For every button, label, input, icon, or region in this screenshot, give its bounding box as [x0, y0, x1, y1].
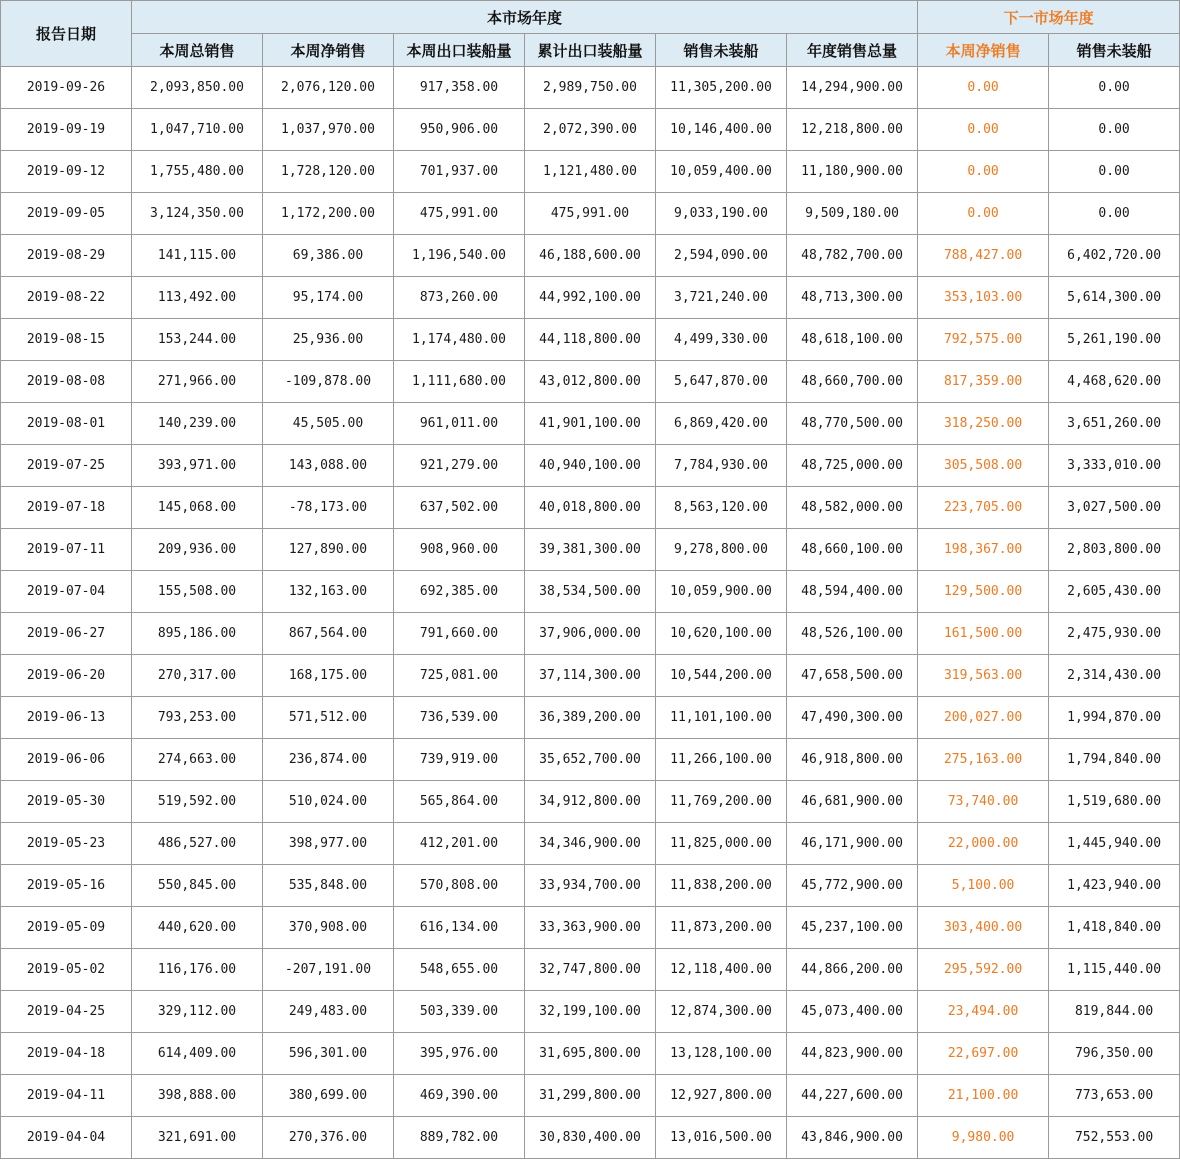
col-header-weekly-gross-sales: 本周总销售 [132, 34, 263, 67]
col-header-next-weekly-net-sales: 本周净销售 [918, 34, 1049, 67]
report-date-cell: 2019-07-04 [1, 571, 132, 613]
report-date-cell: 2019-09-26 [1, 67, 132, 109]
value-cell: 39,381,300.00 [525, 529, 656, 571]
value-cell: 398,888.00 [132, 1075, 263, 1117]
value-cell: 5,647,870.00 [656, 361, 787, 403]
current-year-group-header: 本市场年度 [132, 1, 918, 34]
report-date-cell: 2019-05-23 [1, 823, 132, 865]
value-cell: 145,068.00 [132, 487, 263, 529]
value-cell: 1,174,480.00 [394, 319, 525, 361]
value-cell: 773,653.00 [1049, 1075, 1180, 1117]
report-date-cell: 2019-08-08 [1, 361, 132, 403]
value-cell: 1,423,940.00 [1049, 865, 1180, 907]
value-cell: 736,539.00 [394, 697, 525, 739]
value-cell: 116,176.00 [132, 949, 263, 991]
value-cell: 69,386.00 [263, 235, 394, 277]
value-cell: 1,445,940.00 [1049, 823, 1180, 865]
value-cell: 11,305,200.00 [656, 67, 787, 109]
value-cell: 2,093,850.00 [132, 67, 263, 109]
value-cell: 321,691.00 [132, 1117, 263, 1159]
value-cell: 817,359.00 [918, 361, 1049, 403]
value-cell: 22,697.00 [918, 1033, 1049, 1075]
value-cell: 275,163.00 [918, 739, 1049, 781]
value-cell: 908,960.00 [394, 529, 525, 571]
value-cell: 550,845.00 [132, 865, 263, 907]
table-row [1, 487, 1180, 529]
table-row [1, 193, 1180, 235]
value-cell: 510,024.00 [263, 781, 394, 823]
value-cell: 2,803,800.00 [1049, 529, 1180, 571]
value-cell: 48,725,000.00 [787, 445, 918, 487]
report-date-cell: 2019-05-02 [1, 949, 132, 991]
col-header-outstanding-sales: 销售未装船 [656, 34, 787, 67]
value-cell: 398,977.00 [263, 823, 394, 865]
value-cell: 950,906.00 [394, 109, 525, 151]
value-cell: 153,244.00 [132, 319, 263, 361]
value-cell: 48,582,000.00 [787, 487, 918, 529]
value-cell: 9,980.00 [918, 1117, 1049, 1159]
value-cell: 12,118,400.00 [656, 949, 787, 991]
value-cell: 155,508.00 [132, 571, 263, 613]
value-cell: 11,101,100.00 [656, 697, 787, 739]
value-cell: 129,500.00 [918, 571, 1049, 613]
value-cell: 11,873,200.00 [656, 907, 787, 949]
value-cell: 200,027.00 [918, 697, 1049, 739]
value-cell: 46,918,800.00 [787, 739, 918, 781]
value-cell: 31,695,800.00 [525, 1033, 656, 1075]
value-cell: 1,111,680.00 [394, 361, 525, 403]
value-cell: 270,376.00 [263, 1117, 394, 1159]
value-cell: 305,508.00 [918, 445, 1049, 487]
value-cell: 73,740.00 [918, 781, 1049, 823]
table-row [1, 319, 1180, 361]
value-cell: 23,494.00 [918, 991, 1049, 1033]
col-header-cumulative-exports: 累计出口装船量 [525, 34, 656, 67]
table-header [1, 1, 1180, 67]
value-cell: 22,000.00 [918, 823, 1049, 865]
value-cell: 10,059,400.00 [656, 151, 787, 193]
value-cell: 792,575.00 [918, 319, 1049, 361]
value-cell: 32,199,100.00 [525, 991, 656, 1033]
value-cell: 41,901,100.00 [525, 403, 656, 445]
value-cell: 2,475,930.00 [1049, 613, 1180, 655]
value-cell: 535,848.00 [263, 865, 394, 907]
value-cell: 353,103.00 [918, 277, 1049, 319]
value-cell: 469,390.00 [394, 1075, 525, 1117]
value-cell: 0.00 [1049, 67, 1180, 109]
value-cell: 571,512.00 [263, 697, 394, 739]
value-cell: 503,339.00 [394, 991, 525, 1033]
value-cell: 5,261,190.00 [1049, 319, 1180, 361]
value-cell: 21,100.00 [918, 1075, 1049, 1117]
value-cell: 1,519,680.00 [1049, 781, 1180, 823]
value-cell: 10,146,400.00 [656, 109, 787, 151]
value-cell: 303,400.00 [918, 907, 1049, 949]
value-cell: 45,073,400.00 [787, 991, 918, 1033]
value-cell: 34,912,800.00 [525, 781, 656, 823]
value-cell: 198,367.00 [918, 529, 1049, 571]
value-cell: 168,175.00 [263, 655, 394, 697]
value-cell: 0.00 [918, 151, 1049, 193]
value-cell: 961,011.00 [394, 403, 525, 445]
table-row [1, 697, 1180, 739]
report-date-cell: 2019-05-09 [1, 907, 132, 949]
value-cell: 475,991.00 [394, 193, 525, 235]
value-cell: 0.00 [918, 193, 1049, 235]
value-cell: 48,782,700.00 [787, 235, 918, 277]
report-date-cell: 2019-07-25 [1, 445, 132, 487]
value-cell: 319,563.00 [918, 655, 1049, 697]
table-row [1, 949, 1180, 991]
value-cell: 3,651,260.00 [1049, 403, 1180, 445]
value-cell: 0.00 [1049, 151, 1180, 193]
value-cell: 318,250.00 [918, 403, 1049, 445]
value-cell: 143,088.00 [263, 445, 394, 487]
value-cell: 889,782.00 [394, 1117, 525, 1159]
value-cell: 565,864.00 [394, 781, 525, 823]
table-row [1, 907, 1180, 949]
value-cell: 33,363,900.00 [525, 907, 656, 949]
value-cell: 1,037,970.00 [263, 109, 394, 151]
report-date-cell: 2019-04-25 [1, 991, 132, 1033]
value-cell: 11,266,100.00 [656, 739, 787, 781]
report-date-cell: 2019-06-20 [1, 655, 132, 697]
value-cell: 33,934,700.00 [525, 865, 656, 907]
report-date-cell: 2019-09-19 [1, 109, 132, 151]
value-cell: 7,784,930.00 [656, 445, 787, 487]
value-cell: 2,072,390.00 [525, 109, 656, 151]
value-cell: 725,081.00 [394, 655, 525, 697]
value-cell: 141,115.00 [132, 235, 263, 277]
value-cell: 9,033,190.00 [656, 193, 787, 235]
value-cell: 236,874.00 [263, 739, 394, 781]
value-cell: 2,594,090.00 [656, 235, 787, 277]
value-cell: 4,499,330.00 [656, 319, 787, 361]
value-cell: 48,526,100.00 [787, 613, 918, 655]
value-cell: 31,299,800.00 [525, 1075, 656, 1117]
value-cell: 791,660.00 [394, 613, 525, 655]
report-date-cell: 2019-08-15 [1, 319, 132, 361]
value-cell: 4,468,620.00 [1049, 361, 1180, 403]
value-cell: 867,564.00 [263, 613, 394, 655]
report-date-cell: 2019-09-12 [1, 151, 132, 193]
value-cell: 548,655.00 [394, 949, 525, 991]
report-date-header: 报告日期 [1, 1, 132, 67]
value-cell: 895,186.00 [132, 613, 263, 655]
value-cell: 752,553.00 [1049, 1117, 1180, 1159]
table-row [1, 571, 1180, 613]
value-cell: 34,346,900.00 [525, 823, 656, 865]
value-cell: 37,906,000.00 [525, 613, 656, 655]
report-date-cell: 2019-07-11 [1, 529, 132, 571]
report-date-cell: 2019-06-27 [1, 613, 132, 655]
value-cell: 6,402,720.00 [1049, 235, 1180, 277]
value-cell: 796,350.00 [1049, 1033, 1180, 1075]
table-row [1, 109, 1180, 151]
value-cell: 393,971.00 [132, 445, 263, 487]
value-cell: -207,191.00 [263, 949, 394, 991]
report-date-cell: 2019-07-18 [1, 487, 132, 529]
table-row [1, 277, 1180, 319]
value-cell: 46,171,900.00 [787, 823, 918, 865]
value-cell: 44,992,100.00 [525, 277, 656, 319]
value-cell: 616,134.00 [394, 907, 525, 949]
value-cell: 45,237,100.00 [787, 907, 918, 949]
value-cell: 8,563,120.00 [656, 487, 787, 529]
value-cell: 11,838,200.00 [656, 865, 787, 907]
value-cell: 793,253.00 [132, 697, 263, 739]
value-cell: 1,121,480.00 [525, 151, 656, 193]
table-row [1, 403, 1180, 445]
report-date-cell: 2019-05-30 [1, 781, 132, 823]
value-cell: 47,658,500.00 [787, 655, 918, 697]
value-cell: 739,919.00 [394, 739, 525, 781]
value-cell: 161,500.00 [918, 613, 1049, 655]
value-cell: 10,059,900.00 [656, 571, 787, 613]
col-header-weekly-net-sales: 本周净销售 [263, 34, 394, 67]
value-cell: 249,483.00 [263, 991, 394, 1033]
value-cell: 0.00 [918, 109, 1049, 151]
value-cell: 48,618,100.00 [787, 319, 918, 361]
table-row [1, 1075, 1180, 1117]
value-cell: 440,620.00 [132, 907, 263, 949]
value-cell: 37,114,300.00 [525, 655, 656, 697]
table-row [1, 67, 1180, 109]
value-cell: 1,418,840.00 [1049, 907, 1180, 949]
value-cell: 2,989,750.00 [525, 67, 656, 109]
value-cell: 0.00 [1049, 193, 1180, 235]
value-cell: 380,699.00 [263, 1075, 394, 1117]
value-cell: 295,592.00 [918, 949, 1049, 991]
table-row [1, 991, 1180, 1033]
value-cell: 43,012,800.00 [525, 361, 656, 403]
value-cell: 14,294,900.00 [787, 67, 918, 109]
value-cell: 25,936.00 [263, 319, 394, 361]
col-header-weekly-exports: 本周出口装船量 [394, 34, 525, 67]
value-cell: 10,620,100.00 [656, 613, 787, 655]
report-date-cell: 2019-09-05 [1, 193, 132, 235]
value-cell: 5,614,300.00 [1049, 277, 1180, 319]
value-cell: 637,502.00 [394, 487, 525, 529]
value-cell: 395,976.00 [394, 1033, 525, 1075]
table-row [1, 739, 1180, 781]
value-cell: 12,927,800.00 [656, 1075, 787, 1117]
report-date-cell: 2019-06-13 [1, 697, 132, 739]
value-cell: 13,128,100.00 [656, 1033, 787, 1075]
col-header-total-commitments: 年度销售总量 [787, 34, 918, 67]
value-cell: 35,652,700.00 [525, 739, 656, 781]
value-cell: -78,173.00 [263, 487, 394, 529]
value-cell: 1,728,120.00 [263, 151, 394, 193]
value-cell: 2,605,430.00 [1049, 571, 1180, 613]
value-cell: 43,846,900.00 [787, 1117, 918, 1159]
value-cell: 44,823,900.00 [787, 1033, 918, 1075]
value-cell: 46,188,600.00 [525, 235, 656, 277]
value-cell: 9,509,180.00 [787, 193, 918, 235]
value-cell: 9,278,800.00 [656, 529, 787, 571]
table-row [1, 151, 1180, 193]
table-row [1, 235, 1180, 277]
value-cell: 701,937.00 [394, 151, 525, 193]
value-cell: 45,505.00 [263, 403, 394, 445]
value-cell: 921,279.00 [394, 445, 525, 487]
value-cell: 13,016,500.00 [656, 1117, 787, 1159]
table-body [1, 67, 1180, 1159]
table-row [1, 655, 1180, 697]
table-row [1, 1033, 1180, 1075]
next-year-group-header: 下一市场年度 [918, 1, 1180, 34]
value-cell: 329,112.00 [132, 991, 263, 1033]
value-cell: 519,592.00 [132, 781, 263, 823]
value-cell: 40,940,100.00 [525, 445, 656, 487]
value-cell: 6,869,420.00 [656, 403, 787, 445]
value-cell: 38,534,500.00 [525, 571, 656, 613]
report-date-cell: 2019-04-04 [1, 1117, 132, 1159]
value-cell: 570,808.00 [394, 865, 525, 907]
value-cell: 95,174.00 [263, 277, 394, 319]
col-header-next-outstanding-sales: 销售未装船 [1049, 34, 1180, 67]
value-cell: 0.00 [1049, 109, 1180, 151]
value-cell: 5,100.00 [918, 865, 1049, 907]
value-cell: 614,409.00 [132, 1033, 263, 1075]
value-cell: 596,301.00 [263, 1033, 394, 1075]
value-cell: 45,772,900.00 [787, 865, 918, 907]
value-cell: 1,994,870.00 [1049, 697, 1180, 739]
value-cell: 370,908.00 [263, 907, 394, 949]
value-cell: 48,713,300.00 [787, 277, 918, 319]
value-cell: -109,878.00 [263, 361, 394, 403]
value-cell: 873,260.00 [394, 277, 525, 319]
value-cell: 44,866,200.00 [787, 949, 918, 991]
value-cell: 12,218,800.00 [787, 109, 918, 151]
value-cell: 1,794,840.00 [1049, 739, 1180, 781]
value-cell: 0.00 [918, 67, 1049, 109]
value-cell: 40,018,800.00 [525, 487, 656, 529]
value-cell: 1,196,540.00 [394, 235, 525, 277]
value-cell: 209,936.00 [132, 529, 263, 571]
table-row [1, 865, 1180, 907]
value-cell: 3,027,500.00 [1049, 487, 1180, 529]
value-cell: 486,527.00 [132, 823, 263, 865]
report-date-cell: 2019-08-01 [1, 403, 132, 445]
value-cell: 10,544,200.00 [656, 655, 787, 697]
table-row [1, 529, 1180, 571]
value-cell: 12,874,300.00 [656, 991, 787, 1033]
value-cell: 113,492.00 [132, 277, 263, 319]
value-cell: 3,124,350.00 [132, 193, 263, 235]
value-cell: 692,385.00 [394, 571, 525, 613]
value-cell: 44,118,800.00 [525, 319, 656, 361]
value-cell: 48,770,500.00 [787, 403, 918, 445]
value-cell: 11,180,900.00 [787, 151, 918, 193]
report-date-cell: 2019-08-29 [1, 235, 132, 277]
report-date-cell: 2019-05-16 [1, 865, 132, 907]
value-cell: 2,314,430.00 [1049, 655, 1180, 697]
value-cell: 1,172,200.00 [263, 193, 394, 235]
report-date-cell: 2019-08-22 [1, 277, 132, 319]
table-row [1, 361, 1180, 403]
value-cell: 48,594,400.00 [787, 571, 918, 613]
value-cell: 270,317.00 [132, 655, 263, 697]
value-cell: 140,239.00 [132, 403, 263, 445]
value-cell: 1,047,710.00 [132, 109, 263, 151]
value-cell: 412,201.00 [394, 823, 525, 865]
value-cell: 475,991.00 [525, 193, 656, 235]
table-row [1, 445, 1180, 487]
value-cell: 271,966.00 [132, 361, 263, 403]
value-cell: 11,769,200.00 [656, 781, 787, 823]
value-cell: 2,076,120.00 [263, 67, 394, 109]
value-cell: 917,358.00 [394, 67, 525, 109]
value-cell: 1,115,440.00 [1049, 949, 1180, 991]
value-cell: 44,227,600.00 [787, 1075, 918, 1117]
value-cell: 3,333,010.00 [1049, 445, 1180, 487]
value-cell: 46,681,900.00 [787, 781, 918, 823]
value-cell: 127,890.00 [263, 529, 394, 571]
value-cell: 132,163.00 [263, 571, 394, 613]
value-cell: 3,721,240.00 [656, 277, 787, 319]
table-row [1, 781, 1180, 823]
value-cell: 274,663.00 [132, 739, 263, 781]
table-row [1, 613, 1180, 655]
report-date-cell: 2019-04-18 [1, 1033, 132, 1075]
value-cell: 788,427.00 [918, 235, 1049, 277]
value-cell: 32,747,800.00 [525, 949, 656, 991]
report-date-cell: 2019-04-11 [1, 1075, 132, 1117]
value-cell: 48,660,700.00 [787, 361, 918, 403]
report-date-cell: 2019-06-06 [1, 739, 132, 781]
value-cell: 223,705.00 [918, 487, 1049, 529]
value-cell: 48,660,100.00 [787, 529, 918, 571]
table-row [1, 823, 1180, 865]
value-cell: 1,755,480.00 [132, 151, 263, 193]
value-cell: 11,825,000.00 [656, 823, 787, 865]
value-cell: 47,490,300.00 [787, 697, 918, 739]
value-cell: 30,830,400.00 [525, 1117, 656, 1159]
value-cell: 36,389,200.00 [525, 697, 656, 739]
table-row [1, 1117, 1180, 1159]
value-cell: 819,844.00 [1049, 991, 1180, 1033]
